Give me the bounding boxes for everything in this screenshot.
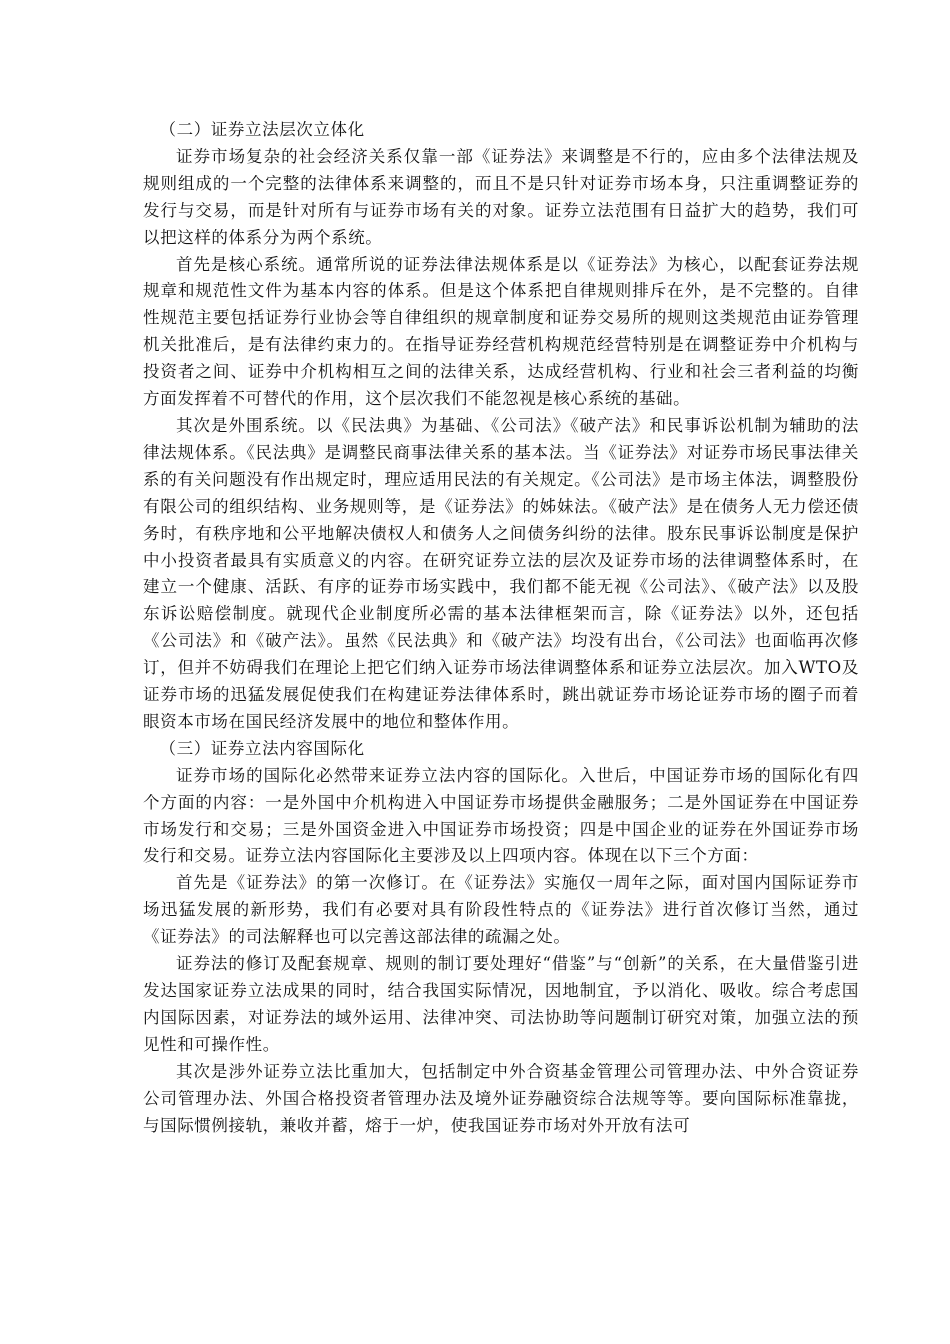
paragraph: 首先是《证券法》的第一次修订。在《证券法》实施仅一周年之际，面对国内国际证券市场迅猛发展的新形势，我们有必要对具有阶段性特点的《证券法》进行首次修订当然，通过《证券法》的司法解释也可以完善这部法律的疏漏之处。 [143, 873, 859, 947]
paragraph: 其次是涉外证券立法比重加大，包括制定中外合资基金管理公司管理办法、中外合资证券公司管理办法、外国合格投资者管理办法及境外证券融资综合法规等等。要向国际标准靠拢，与国际惯例接轨，兼收并蓄，熔于一炉，使我国证券市场对外开放有法可 [143, 1061, 859, 1135]
paragraph: 证券法的修订及配套规章、规则的制订要处理好“借鉴”与“创新”的关系，在大量借鉴引进发达国家证券立法成果的同时，结合我国实际情况，因地制宜，予以消化、吸收。综合考虑国内国际因素，对证券法的域外运用、法律冲突、司法协助等问题制订研究对策，加强立法的预见性和可操作性。 [143, 954, 859, 1054]
document-body [143, 117, 859, 1139]
paragraph: 证券市场的国际化必然带来证券立法内容的国际化。入世后，中国证券市场的国际化有四个方面的内容：一是外国中介机构进入中国证券市场提供金融服务；二是外国证券在中国证券市场发行和交易；三是外国资金进入中国证券市场投资；四是中国企业的证券在外国证券市场发行和交易。证券立法内容国际化主要涉及以上四项内容。体现在以下三个方面： [143, 765, 859, 866]
section-heading-2: （二）证券立法层次立体化 [159, 120, 365, 139]
paragraph: 首先是核心系统。通常所说的证券法律法规体系是以《证券法》为核心，以配套证券法规规章和规范性文件为基本内容的体系。但是这个体系把自律规则排斥在外，是不完整的。自律性规范主要包括证券行业协会等自律组织的规章制度和证券交易所的规则这类规范由证券管理机关批准后，是有法律约束力的。在指导证券经营机构规范经营特别是在调整证券中介机构与投资者之间、证券中介机构相互之间的法律关系，达成经营机构、行业和社会三者利益的均衡方面发挥着不可替代的作用，这个层次我们不能忽视是核心系统的基础。 [143, 254, 859, 409]
section-heading-3: （三）证券立法内容国际化 [159, 738, 365, 758]
paragraph: 证券市场复杂的社会经济关系仅靠一部《证券法》来调整是不行的，应由多个法律法规及规则组成的一个完整的法律体系来调整的，而且不是只针对证券市场本身，只注重调整证券的发行与交易，而是针对所有与证券市场有关的对象。证券立法范围有日益扩大的趋势，我们可以把这样的体系分为两个系统。 [143, 146, 859, 247]
paragraph: 其次是外围系统。以《民法典》为基础、《公司法》《破产法》和民事诉讼机制为辅助的法律法规体系。《民法典》是调整民商事法律关系的基本法。当《证券法》对证券市场民事法律关系的有关问题没有作出规定时，理应适用民法的有关规定。《公司法》是市场主体法，调整股份有限公司的组织结构、业务规则等，是《证券法》的姊妹法。《破产法》是在债务人无力偿还债务时，有秩序地和公平地解决债权人和债务人之间债务纠纷的法律。股东民事诉讼制度是保护中小投资者最具有实质意义的内容。在研究证券立法的层次及证券市场的法律调整体系时，在建立一个健康、活跃、有序的证券市场实践中，我们都不能无视《公司法》、《破产法》以及股东诉讼赔偿制度。就现代企业制度所必需的基本法律框架而言，除《证券法》以外，还包括《公司法》和《破产法》。虽然《民法典》和《破产法》均没有出台，《公司法》也面临再次修订，但并不妨碍我们在理论上把它们纳入证券市场法律调整体系和证券立法层次。加入WTO及证券市场的迅猛发展促使我们在构建证券法律体系时，跳出就证券市场论证券市场的圈子而着眼资本市场在国民经济发展中的地位和整体作用。 [143, 415, 859, 731]
